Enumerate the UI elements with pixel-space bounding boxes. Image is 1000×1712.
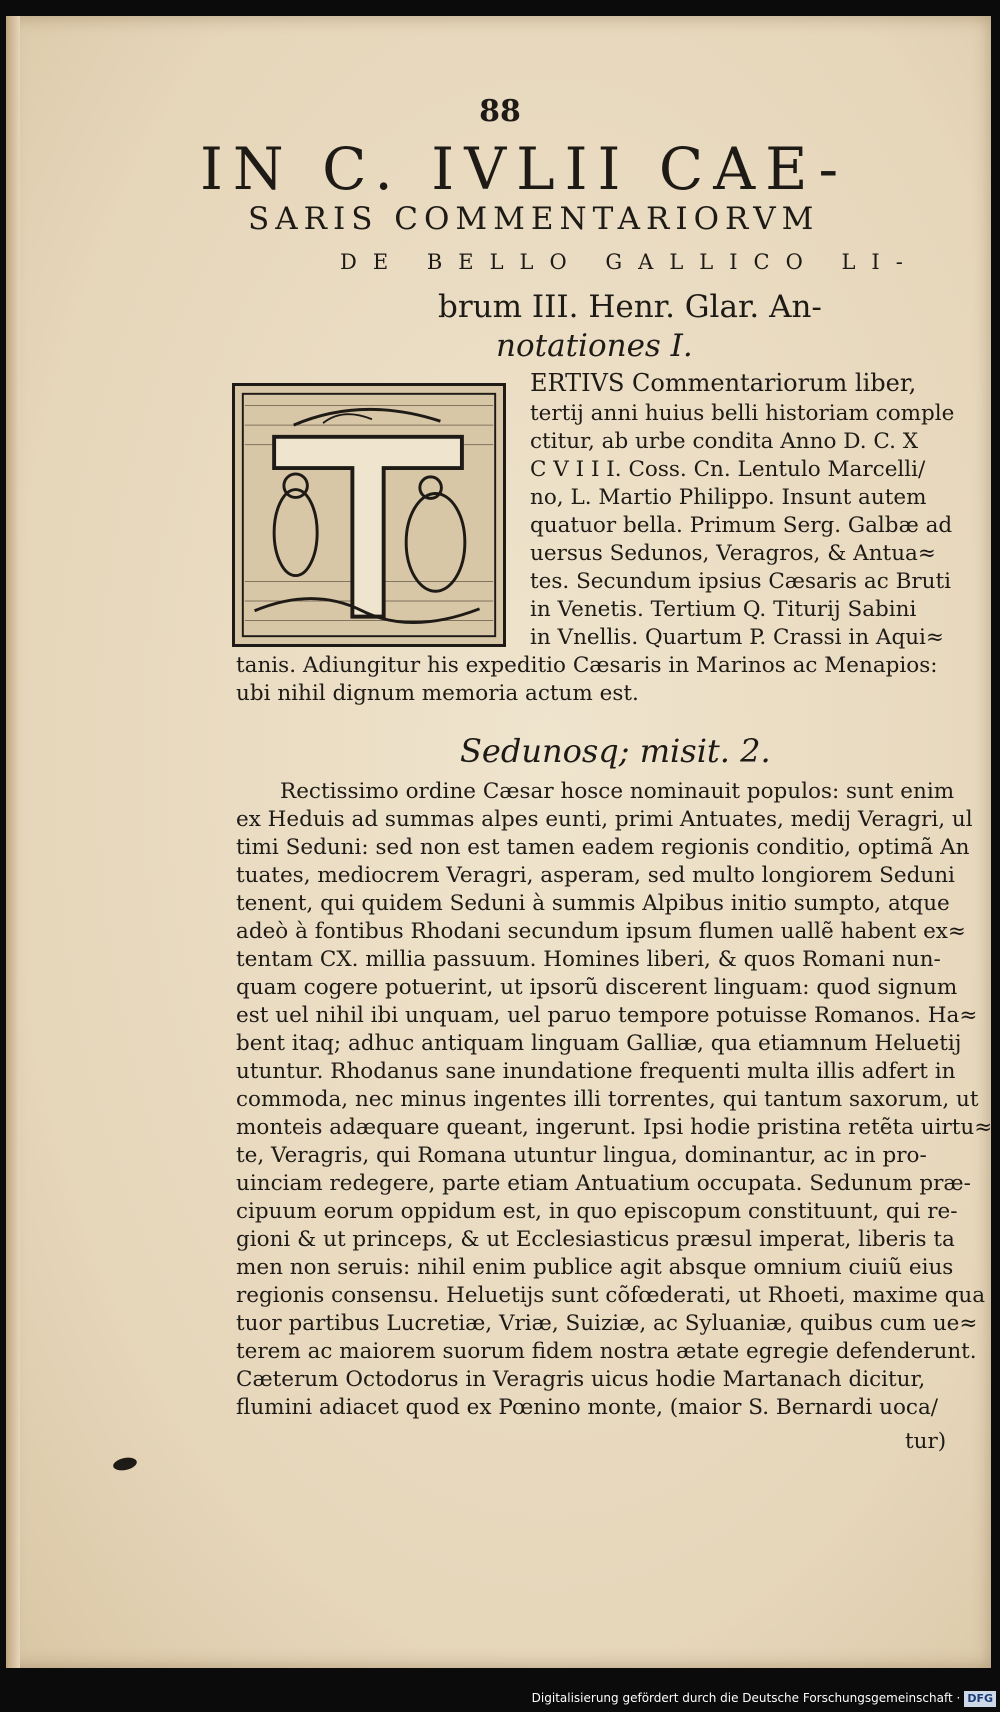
- title-line-2: SARIS COMMENTARIORVM: [248, 201, 820, 237]
- page-spine-shadow: [6, 16, 20, 1668]
- paragraph1-line: C V I I I. Coss. Cn. Lentulo Marcelli/: [530, 457, 926, 482]
- digitization-footer: [0, 1688, 996, 1712]
- section2-line: Rectissimo ordine Cæsar hosce nominauit populos: sunt enim: [280, 779, 955, 804]
- section2-line: terem ac maiorem suorum fidem nostra ætate egregie defenderunt.: [236, 1339, 977, 1364]
- section2-line: timi Seduni: sed non est tamen eadem regionis conditio, optimã An: [236, 835, 970, 860]
- paragraph1-line: tertij anni huius belli historiam comple: [530, 401, 955, 426]
- paragraph1-line: ubi nihil dignum memoria actum est.: [236, 681, 639, 706]
- title-line-3: DE BELLO GALLICO LI-: [340, 250, 919, 274]
- section2-line: cipuum eorum oppidum est, in quo episcopum constituunt, qui re-: [236, 1199, 958, 1224]
- title-line-5: notationes I.: [496, 328, 693, 364]
- footer-text: Digitalisierung gefördert durch die Deutsche Forschungsgemeinschaft ·: [531, 1691, 961, 1705]
- section2-line: gioni & ut princeps, & ut Ecclesiasticus præsul imperat, liberis ta: [236, 1227, 955, 1252]
- section2-line: te, Veragris, qui Romana utuntur lingua, dominantur, ac in pro-: [236, 1143, 927, 1168]
- section2-line: men non seruis: nihil enim publice agit absque omnium ciuiũ eius: [236, 1255, 954, 1280]
- paragraph1-line: ctitur, ab urbe condita Anno D. C. X: [530, 429, 919, 454]
- paragraph1-line: in Vnellis. Quartum P. Crassi in Aqui≈: [530, 625, 944, 650]
- section2-line: regionis consensu. Heluetijs sunt cõfœderati, ut Rhoeti, maxime qua: [236, 1283, 986, 1308]
- section2-line: monteis adæquare queant, ingerunt. Ipsi hodie pristina retẽta uirtu≈: [236, 1115, 993, 1140]
- paragraph1-line: in Venetis. Tertium Q. Titurij Sabini: [530, 597, 917, 622]
- section2-line: commoda, nec minus ingentes illi torrentes, qui tantum saxorum, ut: [236, 1087, 979, 1112]
- title-line-4: brum III. Henr. Glar. An-: [438, 289, 822, 325]
- section2-line: adeò à fontibus Rhodani secundum ipsum flumen uallẽ habent ex≈: [236, 919, 966, 944]
- section-title: Sedunosq; misit. 2.: [460, 732, 771, 770]
- section2-line: ex Heduis ad summas alpes eunti, primi Antuates, medij Veragri, ul: [236, 807, 973, 832]
- decorated-initial-icon: [232, 383, 506, 647]
- section2-line: utuntur. Rhodanus sane inundatione frequenti multa illis adfert in: [236, 1059, 956, 1084]
- title-line-1: IN C. IVLII CAE-: [200, 135, 849, 203]
- page-number: 88: [479, 94, 521, 129]
- section2-line: tenent, qui quidem Seduni à summis Alpibus initio sumpto, atque: [236, 891, 950, 916]
- dfg-logo-icon: DFG: [964, 1691, 996, 1707]
- paragraph1-line: tanis. Adiungitur his expeditio Cæsaris in Marinos ac Menapios:: [236, 653, 938, 678]
- paragraph1-line: ERTIVS Commentariorum liber,: [530, 369, 917, 397]
- section2-line: flumini adiacet quod ex Pœnino monte, (maior S. Bernardi uoca/: [236, 1395, 939, 1420]
- section2-line: tuor partibus Lucretiæ, Vriæ, Suiziæ, ac Syluaniæ, quibus cum ue≈: [236, 1311, 978, 1336]
- section2-line: bent itaq; adhuc antiquam linguam Galliæ, qua etiamnum Heluetij: [236, 1031, 962, 1056]
- section2-line: tur): [905, 1429, 947, 1454]
- paragraph1-line: no, L. Martio Philippo. Insunt autem: [530, 485, 927, 510]
- section2-line: uinciam redegere, parte etiam Antuatium occupata. Sedunum præ-: [236, 1171, 971, 1196]
- paragraph1-line: tes. Secundum ipsius Cæsaris ac Bruti: [530, 569, 952, 594]
- section2-line: tuates, mediocrem Veragri, asperam, sed multo longiorem Seduni: [236, 863, 955, 888]
- section2-line: Cæterum Octodorus in Veragris uicus hodie Martanach dicitur,: [236, 1367, 926, 1392]
- paragraph1-line: uersus Sedunos, Veragros, & Antua≈: [530, 541, 936, 566]
- paragraph1-line: quatuor bella. Primum Serg. Galbæ ad: [530, 513, 953, 538]
- section2-line: quam cogere potuerint, ut ipsorũ discerent linguam: quod signum: [236, 975, 958, 1000]
- section2-line: est uel nihil ibi unquam, uel paruo tempore potuisse Romanos. Ha≈: [236, 1003, 978, 1028]
- section2-line: tentam CX. millia passuum. Homines liberi, & quos Romani nun-: [236, 947, 941, 972]
